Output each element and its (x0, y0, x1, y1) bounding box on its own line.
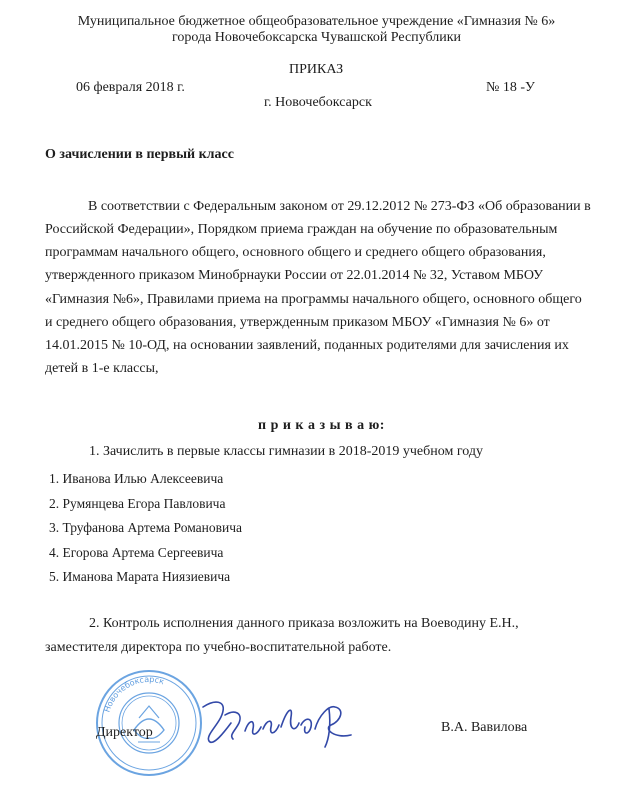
order-subject: О зачислении в первый класс (45, 147, 234, 162)
point-2-line1: 2. Контроль исполнения данного приказа возложить на Воеводину Е.Н., (89, 616, 519, 631)
preamble-line: В соответствии с Федеральным законом от 29.12.2012 № 273-ФЗ «Об образовании в (88, 199, 591, 214)
preamble-line: «Гимназия №6», Правилами приема на программы начального общего, основного общего (45, 292, 582, 307)
list-item: 3. Труфанова Артема Романовича (49, 520, 242, 535)
preamble-line: 14.01.2015 № 10-ОД, на основании заявлений, поданных родителями для зачисления их (45, 338, 569, 353)
institution-name-line1: Муниципальное бюджетное общеобразовательное учреждение «Гимназия № 6» (77, 14, 556, 29)
preamble-line: Российской Федерации», Порядком приема граждан на обучение по образовательным (45, 222, 558, 237)
list-item: 5. Иманова Марата Ниязиевича (49, 569, 231, 584)
preamble-line: утвержденного приказом Минобрнауки России от 22.01.2014 № 32, Уставом МБОУ (45, 268, 544, 283)
order-number: № 18 -У (486, 80, 535, 95)
institution-name-line2: города Новочебоксарска Чувашской Республики (171, 30, 462, 45)
point-2-line2: заместителя директора по учебно-воспитательной работе. (45, 640, 392, 655)
preamble-line: программам начального общего, основного общего и среднего общего образования, (45, 245, 546, 260)
list-item: 2. Румянцева Егора Павловича (49, 496, 226, 511)
signature-name: В.А. Вавилова (441, 720, 528, 735)
order-date: 06 февраля 2018 г. (76, 80, 185, 95)
point-1: 1. Зачислить в первые классы гимназии в 2018-2019 учебном году (89, 444, 483, 459)
list-item: 4. Егорова Артема Сергеевича (49, 545, 224, 560)
order-title: ПРИКАЗ (289, 62, 344, 77)
stamp-seal (94, 668, 204, 778)
director-signature (195, 695, 360, 750)
preamble-line: и среднего общего образования, утвержденным приказом МБОУ «Гимназия № 6» от (45, 315, 550, 330)
signature-position: Директор (96, 725, 153, 740)
order-city: г. Новочебоксарск (264, 95, 372, 110)
svg-text:Новочебоксарск: Новочебоксарск (102, 674, 166, 714)
order-word: п р и к а з ы в а ю: (258, 418, 385, 433)
preamble-line: детей в 1-е классы, (45, 361, 159, 376)
list-item: 1. Иванова Илью Алексеевича (49, 471, 224, 486)
